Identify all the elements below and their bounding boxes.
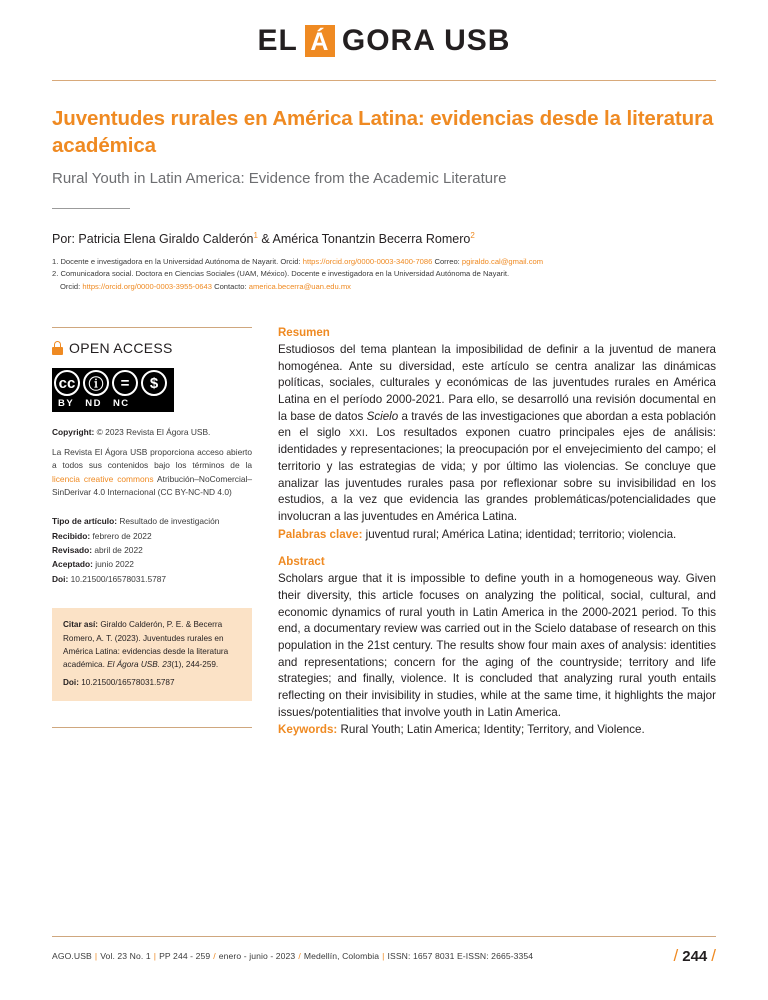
affiliation-2-contacts — [52, 281, 716, 293]
copyright-label: Copyright: — [52, 427, 95, 438]
cc-by-icon: ⓘ — [83, 370, 109, 396]
copyright-text: © 2023 Revista El Ágora USB. — [94, 427, 211, 438]
metadata-label: Doi: — [52, 573, 69, 584]
page-subtitle: Rural Youth in Latin America: Evidence from the Academic Literature — [52, 169, 507, 187]
metadata-row — [52, 529, 252, 543]
article-metadata — [52, 514, 252, 586]
abstract-es-century: XXI — [349, 427, 365, 439]
cc-nd-icon: = — [112, 370, 138, 396]
citation-doi-value[interactable]: 10.21500/16578031.5787 — [78, 678, 175, 688]
orcid-link-1[interactable]: https://orcid.org/0000-0003-3400-7086 — [302, 257, 433, 267]
journal-logo-right: GORA USB — [341, 24, 511, 57]
masthead — [52, 0, 716, 81]
metadata-row — [52, 557, 252, 571]
footer-imprint — [52, 951, 533, 961]
title-divider — [52, 208, 130, 209]
orcid-link-2[interactable]: https://orcid.org/0000-0003-3955-0643 — [82, 281, 212, 291]
affiliation-2-text: 2. Comunicadora social. Doctora en Ciencias Sociales (UAM, México). Docente e investigadora en la Universidad Autónoma de Nayarit. — [52, 269, 510, 279]
citation-doi-label: Doi: — [63, 678, 79, 688]
affiliation-1-text: 1. Docente e investigadora en la Universidad Autónoma de Nayarit. Orcid: — [52, 257, 303, 267]
metadata-label: Aceptado: — [52, 559, 93, 570]
citation-label: Citar así: — [63, 620, 99, 630]
author-name-1: Patricia Elena Giraldo Calderón — [78, 232, 254, 247]
affiliation-2 — [52, 268, 716, 280]
journal-logo-mark-icon — [305, 25, 335, 57]
sidebar-top-divider — [52, 327, 252, 328]
abstract-en-text: Scholars argue that it is impossible to define youth in a homogeneous way. Given their diversity, this article focuses on analyzing the political, social, cultural, and economic dynamics of rural youth in Latin America in the 2000-2021 period. To this end, a documentary review was carried out in the Scielo database of research on this population in the 21st century. The results show four main axes of analysis: identities and representations; concern for the aging of the countryside; territory and life strategies; and finally, violence. It is concluded that analyzing rural youth entails reflecting on their invisibility in studies, while at the same time, it highlights the major issues/potentialities that involve youth in Latin America. — [278, 572, 716, 719]
citation-doi — [63, 676, 241, 689]
open-access-label: OPEN ACCESS — [69, 340, 173, 357]
cc-labels-row — [52, 398, 174, 412]
sidebar-bottom-divider — [52, 727, 252, 728]
page-number-slash-left: / — [673, 946, 679, 965]
footer-city: Medellín, Colombia — [303, 951, 380, 961]
metadata-value: abril de 2022 — [92, 545, 143, 555]
metadata-value: 10.21500/16578031.5787 — [68, 573, 167, 584]
keywords-en-value: Rural Youth; Latin America; Identity; Territory, and Violence. — [337, 723, 645, 737]
page-title: Juventudes rurales en América Latina: evidencias desde la literatura académica — [52, 107, 714, 158]
metadata-value: febrero de 2022 — [90, 530, 152, 541]
metadata-row — [52, 572, 252, 586]
abstract-es-keywords — [278, 527, 716, 544]
cc-label-by: BY — [58, 398, 75, 410]
citation-issue: (1), 244-259. — [171, 660, 219, 670]
footer-row — [52, 946, 716, 966]
cc-label-nd: ND — [85, 398, 102, 410]
creative-commons-badge[interactable] — [52, 368, 174, 412]
author-byline — [52, 231, 716, 293]
author-note-2: 2 — [470, 231, 475, 240]
journal-logo-mark-letter: Á — [310, 28, 330, 56]
email-link-2[interactable]: america.becerra@uan.edu.mx — [248, 281, 351, 291]
metadata-value: junio 2022 — [92, 559, 134, 570]
byline-conjunction: & — [257, 232, 273, 247]
affiliation-2-orcid-label: Orcid: — [60, 281, 83, 291]
metadata-row — [52, 543, 252, 557]
footer-divider — [52, 936, 716, 937]
footer-journal: AGO.USB — [52, 951, 92, 961]
metadata-label: Tipo de artículo: — [52, 516, 117, 527]
abstract-es-part2: a través de las investigaciones que abordan a esta población en el siglo — [278, 409, 716, 440]
metadata-label: Recibido: — [52, 530, 91, 541]
footer-sep-5: | — [382, 951, 385, 961]
footer-sep-2: | — [153, 951, 157, 961]
author-note-1: 1 — [253, 231, 258, 240]
page-footer — [52, 936, 716, 966]
abstract-es-part1: Estudiosos del tema plantean la imposibilidad de definir a la juventud de manera homogénea. Ante su diversidad, este artículo se centra analizar las dinámicas políticas, sociales, culturales y económicas de las juventudes rurales en América Latina en el período 2000-2021. Para ello, se desarrolló una revisión documental en la base de datos — [278, 343, 716, 423]
affiliations — [52, 256, 716, 293]
abstract-en-keywords — [278, 722, 716, 739]
metadata-value: Resultado de investigación — [117, 516, 220, 527]
keywords-es-label: Palabras clave: — [278, 527, 363, 541]
cc-nc-icon: $ — [141, 370, 167, 396]
license-text-part2: Atribución–NoComercial–SinDerivar 4.0 Internacional (CC BY-NC-ND 4.0) — [52, 473, 252, 498]
metadata-label: Revisado: — [52, 545, 93, 555]
author-name-2: América Tonantzin Becerra Romero — [272, 232, 471, 247]
footer-sep-4: / — [298, 951, 301, 961]
footer-pages: PP 244 - 259 — [159, 951, 211, 961]
keywords-es-value: juventud rural; América Latina; identidad; territorio; violencia. — [362, 527, 677, 541]
page-number-value: 244 — [682, 947, 708, 965]
citation-journal: El Ágora USB. 23 — [107, 660, 172, 670]
license-text-part1: La Revista El Ágora USB proporciona acceso abierto a todos sus contenidos bajo los términos de la — [52, 446, 252, 471]
abstract-spacer — [278, 543, 716, 556]
masthead-divider — [52, 80, 716, 81]
footer-sep-3: / — [213, 951, 216, 961]
citation-text: Giraldo Calderón, P. E. & Becerra Romero, A. T. (2023). Juventudes rurales en América Latina: evidencias desde la literatura académica. — [63, 620, 229, 670]
affiliation-2-mid: Contacto: — [211, 281, 249, 291]
open-access-badge — [52, 340, 252, 356]
page-number-slash-right: / — [711, 946, 716, 965]
page-number — [674, 946, 717, 966]
abstract-es-heading: Resumen — [278, 327, 330, 340]
license-link[interactable]: licencia creative commons — [52, 473, 154, 484]
lock-icon — [52, 341, 63, 355]
abstract-es-part3: . Los resultados exponen cuatro principales ejes de análisis: identidades y representaciones; la preocupación por el envejecimiento del campo; el territorio y las estrategias de vida; y por último las violencias. Se concluye que analizar las juventudes rurales pasa por reflexionar sobre su invisibilidad en los estudios, a la vez que evidencia las grandes problemáticas/potencialidades que involucran a las juventudes en América Latina. — [278, 426, 716, 523]
footer-issn: ISSN: 1657 8031 E-ISSN: 2665-3354 — [387, 951, 534, 961]
cc-symbols-row — [52, 368, 174, 398]
title-block — [52, 105, 716, 209]
journal-logo-left: EL — [257, 24, 298, 57]
byline-prefix: Por: — [52, 232, 79, 247]
cc-label-nc: NC — [112, 398, 130, 410]
metadata-row — [52, 514, 252, 528]
abstract-en-heading: Abstract — [278, 556, 325, 569]
footer-volume: Vol. 23 No. 1 — [100, 951, 151, 961]
affiliation-1-mid: Correo: — [432, 257, 462, 267]
abstract-column — [278, 327, 716, 739]
license-text — [52, 446, 252, 500]
email-link-1[interactable]: pgiraldo.cal@gmail.com — [461, 257, 544, 267]
keywords-en-label: Keywords: — [278, 723, 338, 737]
cc-icon: cc — [54, 370, 80, 396]
citation-box — [52, 608, 252, 700]
sidebar-column — [52, 327, 252, 728]
copyright-block — [52, 426, 252, 500]
footer-sep-1: | — [94, 951, 98, 961]
abstract-es-italic-db: Scielo — [366, 409, 399, 423]
affiliation-1 — [52, 256, 716, 268]
article-body — [52, 327, 716, 739]
journal-logo — [258, 24, 511, 58]
lock-icon-body — [52, 347, 63, 355]
footer-dates: enero - junio - 2023 — [218, 951, 296, 961]
abstract-es-text — [278, 342, 716, 526]
